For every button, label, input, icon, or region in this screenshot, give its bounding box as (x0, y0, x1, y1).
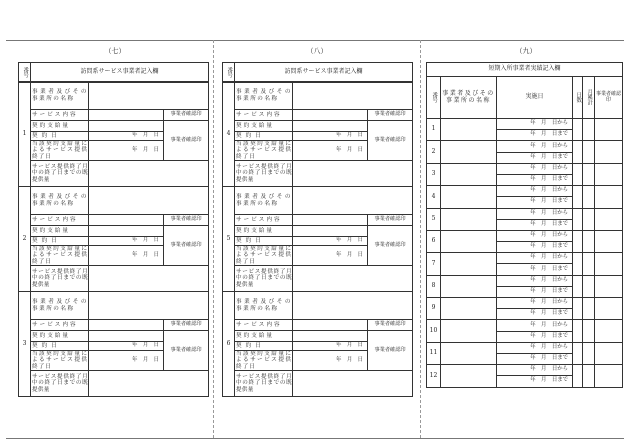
keiyaku-label: 契約支給量 (31, 121, 89, 132)
p9-date-to[interactable]: 年 月 日まで (497, 353, 573, 364)
panel-title-8: （八） (306, 47, 328, 55)
teikyozumi-label: サービス提供終了月中の終了日までの既提供量 (31, 371, 89, 397)
p9-jigyosha-field[interactable] (441, 320, 497, 342)
p9-date-from[interactable]: 年 月 日から (497, 141, 573, 152)
p9-row (427, 342, 623, 353)
entry-blocks-8 (222, 82, 412, 397)
p9-month-field[interactable] (583, 320, 595, 342)
confirm-label: 事業者確認印 (368, 110, 413, 121)
p9-jigyosha-field[interactable] (441, 119, 497, 141)
p9-jigyosha-field[interactable] (441, 253, 497, 275)
p9-confirm-field[interactable] (595, 208, 623, 230)
confirm-stamp-field[interactable]: 事業者確認印 (164, 121, 209, 161)
p9-entry-number: 8 (427, 275, 441, 297)
p9-confirm-field[interactable] (595, 163, 623, 185)
section-header: 訪問系サービス事業者記入欄 (31, 63, 209, 83)
p9-month-field[interactable] (583, 186, 595, 208)
p9-month-field[interactable] (583, 119, 595, 141)
toukai-label: 当該契約支給量によるサービス提供終了日 (236, 351, 292, 370)
keiyaku-label: 契約支給量 (235, 331, 293, 342)
entry-block (18, 186, 209, 292)
panel-divider (213, 40, 214, 438)
p9-date-to[interactable]: 年 月 日まで (497, 130, 573, 141)
p9-jigyosha-field[interactable] (441, 208, 497, 230)
service-label: サービス内容 (235, 215, 293, 226)
keiyakubi-label: 契約日 (235, 342, 293, 351)
p9-date-from[interactable]: 年 月 日から (497, 253, 573, 264)
toukai-field[interactable]: 年 月 日 (293, 351, 368, 371)
p9-date-to[interactable]: 年 月 日まで (497, 152, 573, 163)
p9-month-field[interactable] (583, 298, 595, 320)
keiyakubi-field[interactable]: 年 月 日 (89, 237, 164, 246)
keiyaku-label: 契約支給量 (31, 331, 89, 342)
p9-days-field[interactable] (573, 141, 583, 163)
entry-block (222, 81, 413, 187)
toukai-field[interactable]: 年 月 日 (293, 246, 368, 266)
jigyosha-label: 事業者及びその事業所の名称 (31, 292, 89, 320)
p9-row (427, 186, 623, 197)
confirm-label: 事業者確認印 (368, 215, 413, 226)
p9-entry-number: 2 (427, 141, 441, 163)
p9-row (427, 320, 623, 331)
service-field[interactable] (89, 215, 164, 226)
p9-date-from[interactable]: 年 月 日から (497, 208, 573, 219)
toukai-label: 当該契約支給量によるサービス提供終了日 (236, 246, 292, 265)
confirm-header: 事業者確認印 (595, 77, 623, 119)
keiyaku-field[interactable] (293, 331, 368, 342)
p9-row (427, 163, 623, 174)
keiyakubi-field[interactable]: 年 月 日 (293, 342, 368, 351)
form-table-7 (18, 62, 209, 83)
keiyakubi-field[interactable]: 年 月 日 (89, 342, 164, 351)
service-field[interactable] (293, 215, 368, 226)
p9-month-field[interactable] (583, 163, 595, 185)
p9-date-to[interactable]: 年 月 日まで (497, 376, 573, 387)
jigyosha-header: 事業者及びその事業所の名称 (441, 77, 497, 119)
p9-date-to[interactable]: 年 月 日まで (497, 264, 573, 275)
form-table-9 (426, 62, 623, 388)
keiyaku-field[interactable] (293, 226, 368, 237)
jigyosha-label: 事業者及びその事業所の名称 (235, 292, 293, 320)
jigyosha-label: 事業者及びその事業所の名称 (235, 187, 293, 215)
p9-jigyosha-field[interactable] (441, 163, 497, 185)
p9-entry-number: 4 (427, 186, 441, 208)
p9-month-field[interactable] (583, 208, 595, 230)
teikyozumi-field[interactable] (89, 161, 209, 187)
p9-days-field[interactable] (573, 365, 583, 387)
p9-days-field[interactable] (573, 253, 583, 275)
p9-date-from[interactable]: 年 月 日から (497, 320, 573, 331)
jigyosha-field[interactable] (293, 187, 413, 215)
service-field[interactable] (293, 110, 368, 121)
p9-row (427, 119, 623, 130)
entry-block (18, 291, 209, 397)
toukai-field[interactable]: 年 月 日 (89, 351, 164, 371)
p9-days-field[interactable] (573, 320, 583, 342)
p9-entry-number: 11 (427, 342, 441, 364)
bottom-rule (6, 438, 624, 439)
p9-confirm-field[interactable] (595, 119, 623, 141)
p9-days-field[interactable] (573, 275, 583, 297)
toukai-field[interactable]: 年 月 日 (293, 141, 368, 161)
p9-date-from[interactable]: 年 月 日から (497, 119, 573, 130)
entry-number: 3 (19, 292, 31, 397)
entry-block (222, 291, 413, 397)
p9-date-to[interactable]: 年 月 日まで (497, 331, 573, 342)
jigyosha-field[interactable] (89, 82, 209, 110)
p9-date-from[interactable]: 年 月 日から (497, 275, 573, 286)
p9-month-field[interactable] (583, 253, 595, 275)
form-table-8 (222, 62, 413, 83)
top-rule (6, 40, 624, 41)
teikyozumi-label: サービス提供終了月中の終了日までの既提供量 (235, 371, 293, 397)
confirm-label: 事業者確認印 (164, 215, 209, 226)
p9-month-field[interactable] (583, 275, 595, 297)
panel-title-7: （七） (104, 47, 126, 55)
p9-date-from[interactable]: 年 月 日から (497, 298, 573, 309)
p9-date-from[interactable]: 年 月 日から (497, 365, 573, 376)
confirm-stamp-field[interactable]: 事業者確認印 (164, 331, 209, 371)
teikyozumi-field[interactable] (293, 371, 413, 397)
service-field[interactable] (89, 110, 164, 121)
toukai-label: 当該契約支給量によるサービス提供終了日 (32, 351, 88, 370)
service-field[interactable] (293, 320, 368, 331)
p9-entry-number: 3 (427, 163, 441, 185)
p9-row (427, 275, 623, 286)
teikyozumi-field[interactable] (89, 371, 209, 397)
p9-entry-number: 9 (427, 298, 441, 320)
keiyakubi-label: 契約日 (235, 132, 293, 141)
p9-row (427, 253, 623, 264)
keiyaku-field[interactable] (89, 226, 164, 237)
jigyosha-field[interactable] (293, 82, 413, 110)
no-header: 番号 (427, 77, 441, 119)
p9-month-field[interactable] (583, 141, 595, 163)
p9-days-field[interactable] (573, 298, 583, 320)
p9-row (427, 230, 623, 241)
keiyakubi-label: 契約日 (31, 342, 89, 351)
keiyakubi-field[interactable]: 年 月 日 (293, 132, 368, 141)
entry-block (222, 186, 413, 292)
confirm-stamp-field[interactable]: 事業者確認印 (368, 121, 413, 161)
toukai-label: 当該契約支給量によるサービス提供終了日 (32, 246, 88, 265)
p9-date-to[interactable]: 年 月 日まで (497, 309, 573, 320)
p9-entry-number: 7 (427, 253, 441, 275)
p9-days-field[interactable] (573, 163, 583, 185)
p9-date-to[interactable]: 年 月 日まで (497, 286, 573, 297)
teikyozumi-field[interactable] (293, 266, 413, 292)
p9-date-from[interactable]: 年 月 日から (497, 230, 573, 241)
service-label: サービス内容 (31, 110, 89, 121)
keiyaku-label: 契約支給量 (235, 226, 293, 237)
panel-title-9: （九） (515, 47, 537, 55)
no-header: 番号 (223, 63, 235, 83)
p9-row (427, 365, 623, 376)
p9-confirm-field[interactable] (595, 275, 623, 297)
p9-jigyosha-field[interactable] (441, 365, 497, 387)
p9-jigyosha-field[interactable] (441, 275, 497, 297)
p9-row (427, 298, 623, 309)
entry-number: 1 (19, 82, 31, 187)
p9-month-field[interactable] (583, 230, 595, 252)
jigyosha-label: 事業者及びその事業所の名称 (31, 82, 89, 110)
p9-confirm-field[interactable] (595, 253, 623, 275)
entry-blocks-7 (18, 82, 208, 397)
confirm-stamp-field[interactable]: 事業者確認印 (368, 331, 413, 371)
teikyozumi-label: サービス提供終了月中の終了日までの既提供量 (235, 161, 293, 187)
section-header: 訪問系サービス事業者記入欄 (235, 63, 413, 83)
p9-jigyosha-field[interactable] (441, 141, 497, 163)
toukai-field[interactable]: 年 月 日 (89, 246, 164, 266)
teikyozumi-label: サービス提供終了月中の終了日までの既提供量 (31, 161, 89, 187)
p9-month-field[interactable] (583, 365, 595, 387)
keiyakubi-label: 契約日 (31, 237, 89, 246)
p9-days-field[interactable] (573, 230, 583, 252)
p9-entry-number: 1 (427, 119, 441, 141)
p9-date-from[interactable]: 年 月 日から (497, 186, 573, 197)
service-label: サービス内容 (235, 110, 293, 121)
p9-jigyosha-field[interactable] (441, 186, 497, 208)
entry-number: 4 (223, 82, 235, 187)
p9-days-field[interactable] (573, 186, 583, 208)
month-total-header: 月累計 (583, 77, 595, 119)
entry-number: 5 (223, 187, 235, 292)
p9-entry-number: 10 (427, 320, 441, 342)
entry-block (18, 81, 209, 187)
panel-divider (420, 40, 421, 438)
p9-date-to[interactable]: 年 月 日まで (497, 219, 573, 230)
keiyakubi-label: 契約日 (31, 132, 89, 141)
toukai-label: 当該契約支給量によるサービス提供終了日 (236, 141, 292, 160)
keiyaku-label: 契約支給量 (31, 226, 89, 237)
p9-jigyosha-field[interactable] (441, 298, 497, 320)
teikyozumi-label: サービス提供終了月中の終了日までの既提供量 (31, 266, 89, 292)
confirm-stamp-field[interactable]: 事業者確認印 (164, 226, 209, 266)
p9-entry-number: 12 (427, 365, 441, 387)
no-header: 番号 (19, 63, 31, 83)
keiyaku-field[interactable] (293, 121, 368, 132)
toukai-field[interactable]: 年 月 日 (89, 141, 164, 161)
p9-row (427, 208, 623, 219)
keiyaku-label: 契約支給量 (235, 121, 293, 132)
p9-jigyosha-field[interactable] (441, 230, 497, 252)
p9-date-to[interactable]: 年 月 日まで (497, 197, 573, 208)
keiyaku-field[interactable] (89, 121, 164, 132)
p9-jigyosha-field[interactable] (441, 342, 497, 364)
p9-confirm-field[interactable] (595, 230, 623, 252)
service-label: サービス内容 (31, 320, 89, 331)
service-field[interactable] (89, 320, 164, 331)
teikyozumi-field[interactable] (89, 266, 209, 292)
keiyaku-field[interactable] (89, 331, 164, 342)
jigyosha-field[interactable] (293, 292, 413, 320)
section-header: 短期入所事業者実績記入欄 (427, 63, 623, 77)
p9-days-field[interactable] (573, 208, 583, 230)
p9-month-field[interactable] (583, 342, 595, 364)
confirm-label: 事業者確認印 (368, 320, 413, 331)
teikyozumi-field[interactable] (293, 161, 413, 187)
jigyosha-field[interactable] (89, 187, 209, 215)
keiyakubi-field[interactable]: 年 月 日 (89, 132, 164, 141)
p9-date-to[interactable]: 年 月 日まで (497, 242, 573, 253)
p9-days-field[interactable] (573, 119, 583, 141)
p9-date-to[interactable]: 年 月 日まで (497, 174, 573, 185)
entry-number: 6 (223, 292, 235, 397)
p9-days-field[interactable] (573, 342, 583, 364)
confirm-label: 事業者確認印 (164, 320, 209, 331)
p9-confirm-field[interactable] (595, 342, 623, 364)
p9-confirm-field[interactable] (595, 365, 623, 387)
jigyosha-field[interactable] (89, 292, 209, 320)
p9-row (427, 141, 623, 152)
keiyakubi-label: 契約日 (235, 237, 293, 246)
entry-number: 2 (19, 187, 31, 292)
toukai-label: 当該契約支給量によるサービス提供終了日 (32, 141, 88, 160)
p9-confirm-field[interactable] (595, 141, 623, 163)
keiyakubi-field[interactable]: 年 月 日 (293, 237, 368, 246)
p9-date-from[interactable]: 年 月 日から (497, 342, 573, 353)
p9-confirm-field[interactable] (595, 298, 623, 320)
p9-date-from[interactable]: 年 月 日から (497, 163, 573, 174)
days-header: 日数 (573, 77, 583, 119)
service-label: サービス内容 (31, 215, 89, 226)
p9-entry-number: 5 (427, 208, 441, 230)
date-header: 実施日 (497, 77, 573, 119)
confirm-label: 事業者確認印 (164, 110, 209, 121)
confirm-stamp-field[interactable]: 事業者確認印 (368, 226, 413, 266)
service-label: サービス内容 (235, 320, 293, 331)
teikyozumi-label: サービス提供終了月中の終了日までの既提供量 (235, 266, 293, 292)
jigyosha-label: 事業者及びその事業所の名称 (235, 82, 293, 110)
p9-confirm-field[interactable] (595, 186, 623, 208)
p9-entry-number: 6 (427, 230, 441, 252)
p9-confirm-field[interactable] (595, 320, 623, 342)
jigyosha-label: 事業者及びその事業所の名称 (31, 187, 89, 215)
